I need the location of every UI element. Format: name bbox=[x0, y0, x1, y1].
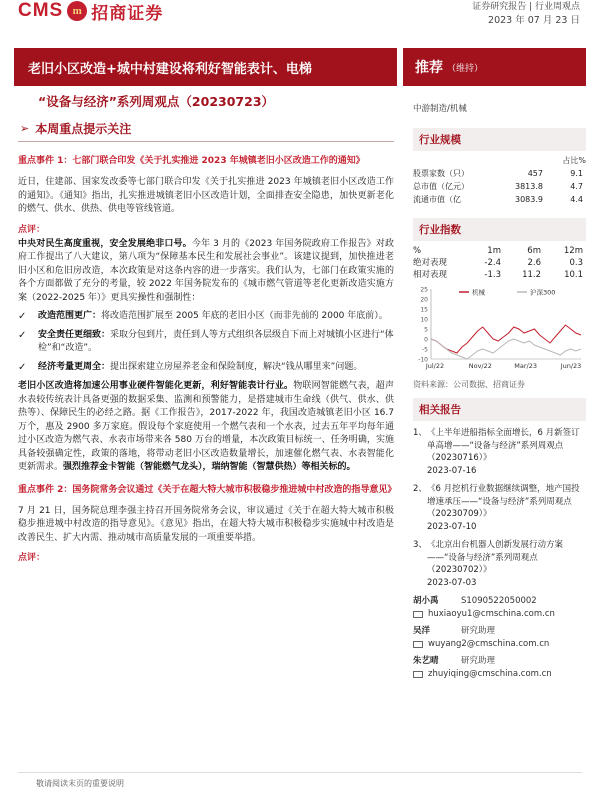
list-item[interactable] bbox=[413, 539, 586, 589]
cell: 11.2 bbox=[522, 270, 541, 280]
analyst-list bbox=[413, 595, 586, 681]
industry-tag: 中游制造/机械 bbox=[413, 104, 467, 114]
sidebar bbox=[413, 92, 586, 685]
report-date: 2023-07-10 bbox=[427, 521, 477, 532]
comment2-recommend: 强烈推荐金卡智能（智能燃气龙头），瑞纳智能（智慧供热）等相关标的。 bbox=[63, 462, 356, 472]
report-num: 2、 bbox=[413, 484, 427, 494]
index-header-row bbox=[413, 245, 586, 257]
x-tick-label: Mar/23 bbox=[514, 362, 538, 370]
analyst-info: S1090522050002 bbox=[461, 596, 537, 606]
y-tick-label: 15 bbox=[420, 306, 428, 314]
cell: 9.1 bbox=[570, 169, 583, 178]
scale-title: 行业规模 bbox=[413, 128, 586, 151]
analyst-name: 胡小禹 bbox=[413, 596, 439, 606]
check-icon: ✓ bbox=[18, 329, 27, 341]
mail-icon bbox=[413, 611, 423, 618]
report-type: 证券研究报告 | 行业周观点 bbox=[472, 2, 580, 12]
x-tick-label: Jul/22 bbox=[425, 362, 445, 370]
y-tick-label: 25 bbox=[420, 286, 428, 294]
bullet-text: 采取分包到片，责任到人等方式组织各层级自下而上对城镇小区进行“体检”和“改造”。 bbox=[38, 329, 394, 353]
legend-label: 沪深300 bbox=[530, 288, 556, 297]
table-row bbox=[413, 269, 586, 281]
cell: 股票家数（只） bbox=[413, 169, 469, 178]
table-row bbox=[413, 193, 586, 206]
index-title: 行业指数 bbox=[413, 218, 586, 241]
analyst-email[interactable]: wuyang2@cmschina.com.cn bbox=[428, 639, 550, 649]
cell: 4.7 bbox=[570, 182, 583, 191]
rating-main: 推荐 bbox=[415, 60, 443, 76]
report-link[interactable]: 《6 月挖机行业数据继续调整，地产国投增速承压——“设备与经济”系列周观点（20230709）》 bbox=[427, 484, 580, 519]
index-chart bbox=[413, 283, 586, 377]
cell: -1.3 bbox=[484, 270, 501, 280]
list-item bbox=[18, 329, 394, 356]
event2-body: 7 月 21 日，国务院总理李强主持召开国务院常务会议，审议通过《关于在超大特大城市积极稳步推进城中村改造的指导意见》。《意见》指出，在超大特大城市积极稳步实施城中村改造是改善民生、扩大内需、推动城市高质量发展的一项重要举措。 bbox=[18, 505, 394, 543]
event1-comment-1 bbox=[18, 238, 394, 306]
report-date: 2023-07-16 bbox=[427, 465, 477, 476]
y-tick-label: 10 bbox=[420, 316, 428, 324]
comment2-rest: 物联网智能燃气表，超声水表较传统表计具备更强的数据采集、监测和预警能力，是搭建城市生命线（供气、供水、供热等）、保障民生的必经之路。据《工作报告》，2017-2022 年，我国改造城镇老旧小区 16.7 万个，惠及 2900 多万家庭。假设每个家庭使用一个燃气表和一个水表，过去五年平均每年通过小区改造为燃气表、水表市场带来各 580 万台的增量，本次政策目标统一、任务明确，实施具备较强确定性，政策的落地，将带动老旧小区改造数量增长，加速催化燃气表、水表智能化更新需求。 bbox=[18, 381, 394, 472]
table-row bbox=[413, 180, 586, 193]
series-line-1 bbox=[431, 339, 581, 359]
cell: 流通市值（亿 bbox=[413, 195, 461, 204]
scale-table bbox=[413, 167, 586, 206]
scale-unit: 占比% bbox=[562, 156, 586, 165]
rating-badge bbox=[403, 48, 586, 86]
analyst-email[interactable]: zhuyiqing@cmschina.com.cn bbox=[428, 669, 552, 679]
cell: 3083.9 bbox=[515, 195, 543, 204]
bullet-list bbox=[18, 310, 394, 374]
y-tick-label: -10 bbox=[418, 356, 428, 364]
reports-title: 相关报告 bbox=[413, 398, 586, 421]
footer-divider bbox=[18, 772, 582, 773]
mail-icon bbox=[413, 641, 423, 648]
cell: 12m bbox=[563, 246, 583, 256]
bullet-bold: 经济考量更周全： bbox=[38, 361, 111, 372]
check-icon: ✓ bbox=[18, 361, 27, 373]
cell: 10.1 bbox=[564, 270, 583, 280]
y-tick-label: 0 bbox=[424, 336, 428, 344]
cell: 相对表现 bbox=[413, 270, 448, 280]
event1-comment-label: 点评： bbox=[18, 224, 46, 235]
analyst-email[interactable]: huxiaoyu1@cmschina.com.cn bbox=[428, 609, 555, 619]
index-chart-svg bbox=[413, 283, 586, 373]
analyst-info: 研究助理 bbox=[461, 626, 496, 636]
analyst-row bbox=[413, 595, 586, 608]
main-content bbox=[18, 120, 397, 566]
report-date: 2023-07-03 bbox=[427, 577, 477, 588]
cell: 总市值（亿元） bbox=[413, 182, 469, 191]
list-item bbox=[18, 361, 394, 375]
list-item[interactable] bbox=[413, 483, 586, 533]
cell: % bbox=[413, 246, 422, 256]
cell: -2.4 bbox=[484, 258, 501, 268]
event1-title: 重点事件 1：七部门联合印发《关于扎实推进 2023 年城镇老旧小区改造工作的通知》 bbox=[18, 156, 365, 166]
list-item bbox=[18, 310, 394, 324]
table-row bbox=[413, 257, 586, 269]
analyst-email-row[interactable] bbox=[413, 638, 586, 651]
report-link[interactable]: 《上半年进船指标全面增长，6 月新签订单高增——“设备与经济”系列周观点（20230716）》 bbox=[427, 428, 580, 463]
bullet-bold: 安全责任更细致： bbox=[38, 329, 111, 340]
section-title: 本周重点提示关注 bbox=[35, 122, 132, 136]
x-tick-label: Jun/23 bbox=[560, 362, 582, 370]
report-num: 3、 bbox=[413, 540, 427, 550]
logo-cn-text: 招商证券 bbox=[91, 3, 164, 24]
header-meta bbox=[472, 0, 580, 28]
report-date: 2023 年 07 月 23 日 bbox=[488, 15, 580, 26]
event1-comment-2 bbox=[18, 380, 394, 475]
event2-comment-label: 点评： bbox=[18, 553, 46, 563]
chart-source: 资料来源：公司数据、招商证券 bbox=[413, 380, 525, 389]
section-header bbox=[18, 120, 394, 142]
bullet-text: 将改造范围扩展至 2005 年底的老旧小区（而非先前的 2000 年底前）。 bbox=[101, 311, 388, 321]
comment1-rest: 今年 3 月的《2023 年国务院政府工作报告》对政府工作提出了八大建议，第八项为“保障基本民生和发展社会事业”。该建议提到，加快推进老旧小区和危旧房改造，本次政策是对这条内容的进一步落实。我们认为，七部门在政策实施的各个方面都做了充分的考量，较 2022 年国务院发布的《城市燃气管道等老化更新改造实施方案（2022-2025 年）》更具实操性和强制性： bbox=[18, 238, 394, 303]
cell: 绝对表现 bbox=[413, 258, 448, 268]
report-num: 1、 bbox=[413, 428, 427, 438]
cell: 4.4 bbox=[570, 195, 583, 204]
cell: 0.3 bbox=[569, 258, 583, 268]
report-subtitle: “设备与经济”系列周观点（20230723） bbox=[38, 94, 275, 109]
cell: 2.6 bbox=[527, 258, 541, 268]
analyst-row bbox=[413, 625, 586, 638]
analyst-email-row[interactable] bbox=[413, 608, 586, 621]
y-tick-label: 20 bbox=[420, 296, 428, 304]
table-row bbox=[413, 167, 586, 180]
list-item[interactable] bbox=[413, 427, 586, 477]
bullet-text: 提出探索建立房屋养老金和保险制度，解决“钱从哪里来”问题。 bbox=[110, 361, 363, 372]
footer-note: 敬请阅读末页的重要说明 bbox=[36, 779, 124, 788]
x-tick-label: Nov/22 bbox=[468, 362, 492, 370]
mail-icon bbox=[413, 671, 423, 678]
bullet-bold: 改造范围更广： bbox=[38, 311, 102, 321]
series-line-0 bbox=[431, 325, 581, 353]
cell: 1m bbox=[487, 246, 501, 256]
reports-list bbox=[413, 427, 586, 589]
logo-cms-text: CMS bbox=[18, 0, 64, 21]
cell: 3813.8 bbox=[515, 182, 543, 191]
rating-sub: （维持） bbox=[447, 63, 484, 74]
comment2-bold: 老旧小区改造将加速公用事业硬件智能化更新，利好智能表计行业。 bbox=[18, 381, 294, 391]
y-tick-label: 5 bbox=[424, 326, 428, 334]
report-title: 老旧小区改造+城中村建设将利好智能表计、电梯 bbox=[14, 48, 397, 86]
company-logo bbox=[18, 0, 163, 22]
cell: 457 bbox=[527, 169, 543, 178]
analyst-email-row[interactable] bbox=[413, 668, 586, 681]
check-icon: ✓ bbox=[18, 311, 27, 322]
analyst-name: 朱艺晴 bbox=[413, 656, 439, 666]
event1-body: 近日，住建部、国家发改委等七部门联合印发《关于扎实推进 2023 年城镇老旧小区改造工作的通知》。《通知》指出，扎实推进城镇老旧小区改造计划，全面排查安全隐患，加快更新老化的燃气、供水、供热、供电等管线管道。 bbox=[18, 177, 394, 214]
y-tick-label: -5 bbox=[422, 346, 428, 354]
analyst-info: 研究助理 bbox=[461, 656, 496, 666]
analyst-name: 吴洋 bbox=[413, 626, 431, 636]
logo-badge: m bbox=[67, 1, 87, 21]
legend-label: 机械 bbox=[472, 288, 485, 297]
event2-title: 重点事件 2：国务院常务会议通过《关于在超大特大城市积极稳步推进城中村改造的指导意见》 bbox=[18, 484, 397, 495]
analyst-row bbox=[413, 655, 586, 668]
chevron-right-icon: ➢ bbox=[20, 122, 30, 135]
report-link[interactable]: 《北京出台机器人创新发展行动方案——“设备与经济”系列周观点（20230702）》 bbox=[427, 540, 564, 575]
cell: 6m bbox=[527, 246, 541, 256]
comment1-bold: 中央对民生高度重视，安全发展绝非口号。 bbox=[18, 238, 192, 249]
